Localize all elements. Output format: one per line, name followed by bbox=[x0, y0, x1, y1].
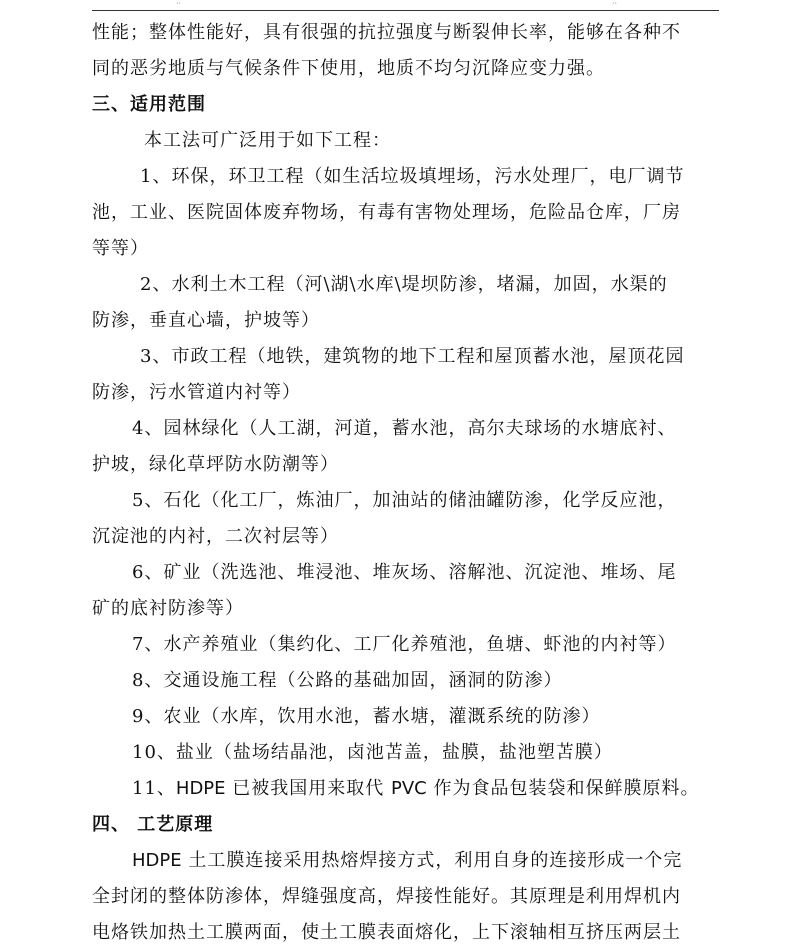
list-item-5-line1: 5、石化（化工厂，炼油厂，加油站的储油罐防渗，化学反应池， bbox=[132, 490, 677, 511]
list-item-4-line2: 护坡，绿化草坪防水防潮等） bbox=[92, 454, 339, 475]
list-item-7: 7、水产养殖业（集约化、工厂化养殖池，鱼塘、虾池的内衬等） bbox=[132, 634, 677, 655]
list-item-11-hdpe: HDPE bbox=[175, 778, 226, 799]
list-item-11-pvc: PVC bbox=[390, 778, 427, 799]
principle-hdpe: HDPE bbox=[132, 850, 182, 871]
principle-line1-text: 土工膜连接采用热熔焊接方式，利用自身的连接形成一个完 bbox=[181, 850, 683, 871]
body-line: 同的恶劣地质与气候条件下使用，地质不均匀沉降应变力强。 bbox=[92, 58, 605, 79]
list-item-3-line2: 防渗，污水管道内衬等） bbox=[92, 382, 301, 403]
list-item-1-line3: 等等） bbox=[92, 238, 149, 259]
principle-line1 bbox=[92, 843, 722, 879]
list-item-11-mid: 已被我国用来取代 bbox=[225, 778, 391, 799]
principle-line3: 电烙铁加热土工膜两面，使土工膜表面熔化，上下滚轴相互挤压两层土 bbox=[92, 922, 681, 943]
list-item-11 bbox=[92, 771, 722, 807]
list-item-5-line2: 沉淀池的内衬，二次衬层等） bbox=[92, 526, 339, 547]
list-item-8: 8、交通设施工程（公路的基础加固，涵洞的防渗） bbox=[132, 670, 563, 691]
header-rule bbox=[92, 10, 719, 11]
body-line: 性能；整体性能好，具有很强的抗拉强度与断裂伸长率，能够在各种不 bbox=[92, 22, 681, 43]
list-item-2-line1: 2、水利土木工程（河\湖\水库\堤坝防渗，堵漏，加固，水渠的 bbox=[140, 274, 668, 295]
top-mark-left: ·· bbox=[176, 0, 182, 8]
list-item-10: 10、盐业（盐场结晶池，卤池苫盖，盐膜，盐池塑苫膜） bbox=[132, 742, 613, 763]
list-item-4-line1: 4、园林绿化（人工湖，河道，蓄水池，高尔夫球场的水塘底衬、 bbox=[132, 418, 677, 439]
list-item-1-line2: 池，工业、医院固体废弃物场，有毒有害物处理场，危险品仓库，厂房 bbox=[92, 202, 681, 223]
list-item-1-line1: 1、环保，环卫工程（如生活垃圾填埋场，污水处理厂，电厂调节 bbox=[140, 166, 685, 187]
list-item-6-line2: 矿的底衬防渗等） bbox=[92, 598, 244, 619]
section-heading-principle: 四、 工艺原理 bbox=[92, 814, 214, 835]
list-item-11-suffix: 作为食品包装袋和保鲜膜原料。 bbox=[426, 778, 700, 799]
section-heading-scope: 三、适用范围 bbox=[92, 94, 206, 115]
list-item-11-prefix: 11、 bbox=[132, 778, 176, 799]
principle-line2: 全封闭的整体防渗体，焊缝强度高，焊接性能好。其原理是利用焊机内 bbox=[92, 886, 681, 907]
page-top-marks bbox=[0, 0, 790, 8]
list-item-6-line1: 6、矿业（洗选池、堆浸池、堆灰场、溶解池、沉淀池、堆场、尾 bbox=[132, 562, 677, 583]
list-item-9: 9、农业（水库，饮用水池，蓄水塘，灌溉系统的防渗） bbox=[132, 706, 601, 727]
top-mark-right: ·· bbox=[612, 0, 618, 8]
document-page bbox=[92, 15, 722, 951]
list-item-2-line2: 防渗，垂直心墙，护坡等） bbox=[92, 310, 320, 331]
section-intro: 本工法可广泛用于如下工程： bbox=[144, 130, 391, 151]
list-item-3-line1: 3、市政工程（地铁，建筑物的地下工程和屋顶蓄水池，屋顶花园 bbox=[140, 346, 685, 367]
